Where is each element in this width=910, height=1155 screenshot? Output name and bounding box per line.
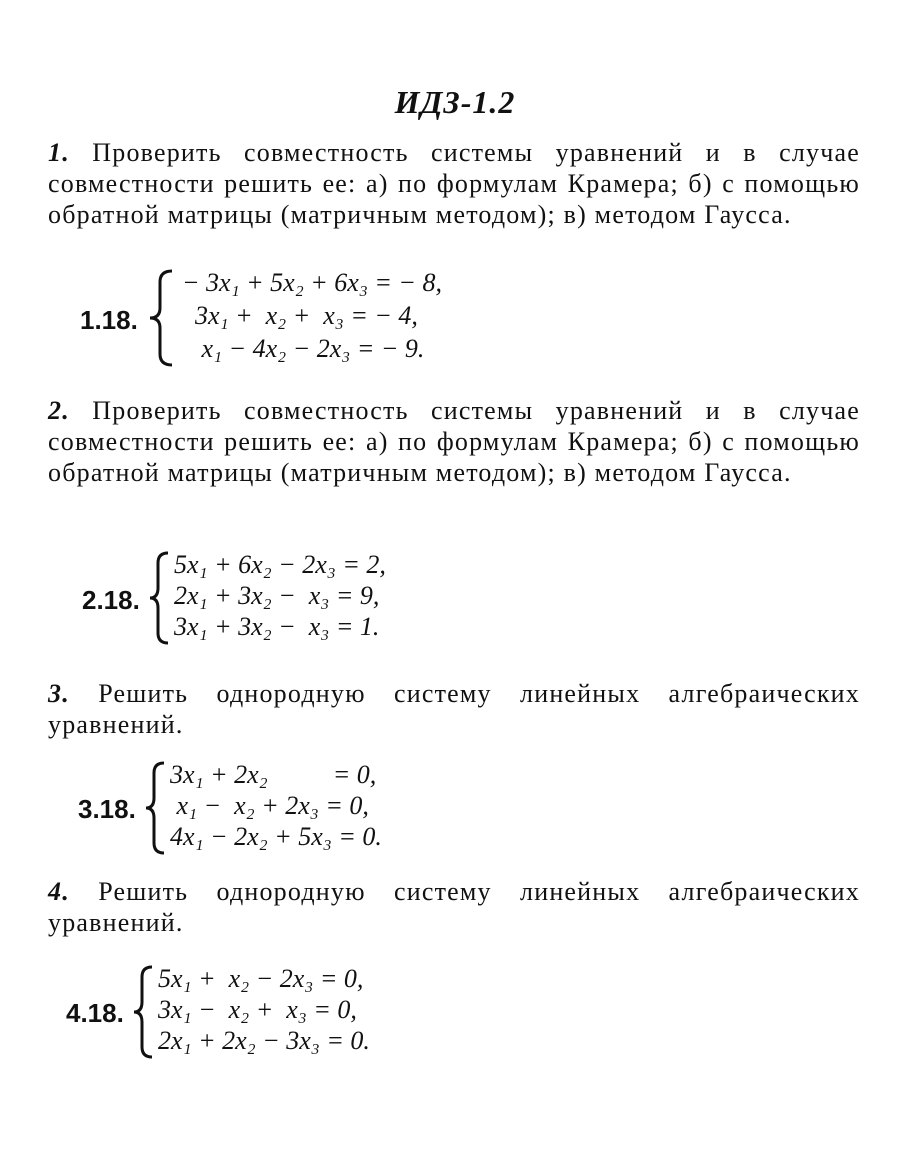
problem-3-text: [48, 678, 860, 740]
system-label: 1.18.: [80, 305, 138, 335]
equation-1: 3x₁ + 2x₂ = 0,: [170, 760, 377, 789]
problem-number: 1.: [48, 138, 70, 167]
problem-number: 2.: [48, 396, 70, 425]
left-brace-icon: [146, 550, 172, 646]
problem-statement: Решить однородную систему линейных алгебраических уравнений.: [48, 679, 860, 739]
equation-2: x₁ − x₂ + 2x₃ = 0,: [170, 791, 369, 820]
problem-statement: Решить однородную систему линейных алгебраических уравнений.: [48, 877, 860, 937]
equation-1: − 3x₁ + 5x₂ + 6x₃ = − 8,: [182, 268, 442, 297]
problem-2-text: [48, 395, 860, 488]
equation-3: 2x₁ + 2x₂ − 3x₃ = 0.: [158, 1026, 370, 1055]
system-label: 3.18.: [78, 794, 136, 824]
left-brace-icon: [146, 268, 176, 368]
left-brace-icon: [142, 760, 168, 856]
equation-3: x₁ − 4x₂ − 2x₃ = − 9.: [182, 334, 425, 363]
left-brace-icon: [130, 964, 156, 1060]
problem-statement: Проверить совместность системы уравнений и в случае совместности решить ее: а) по формулам Крамера; б) с помощью обратной матрицы (матричным методом); в) методом Гаусса.: [48, 396, 860, 487]
system-2-18: [82, 550, 502, 650]
system-1-18: [80, 268, 600, 368]
problem-4-text: [48, 876, 860, 938]
equation-1: 5x₁ + x₂ − 2x₃ = 0,: [158, 964, 364, 993]
equation-3: 4x₁ − 2x₂ + 5x₃ = 0.: [170, 822, 382, 851]
equation-2: 2x₁ + 3x₂ − x₃ = 9,: [174, 581, 380, 610]
system-label: 2.18.: [82, 585, 140, 615]
equation-3: 3x₁ + 3x₂ − x₃ = 1.: [174, 612, 380, 641]
system-4-18: [66, 964, 486, 1064]
problem-number: 3.: [48, 679, 70, 708]
page-title: ИДЗ-1.2: [394, 84, 516, 120]
system-label: 4.18.: [66, 998, 124, 1028]
equation-2: 3x₁ + x₂ + x₃ = − 4,: [182, 301, 418, 330]
system-3-18: [78, 760, 498, 860]
equation-1: 5x₁ + 6x₂ − 2x₃ = 2,: [174, 550, 386, 579]
equation-2: 3x₁ − x₂ + x₃ = 0,: [158, 995, 357, 1024]
problem-statement: Проверить совместность системы уравнений и в случае совместности решить ее: а) по формулам Крамера; б) с помощью обратной матрицы (матричным методом); в) методом Гаусса.: [48, 138, 860, 229]
problem-1-text: [48, 137, 860, 230]
problem-number: 4.: [48, 877, 70, 906]
